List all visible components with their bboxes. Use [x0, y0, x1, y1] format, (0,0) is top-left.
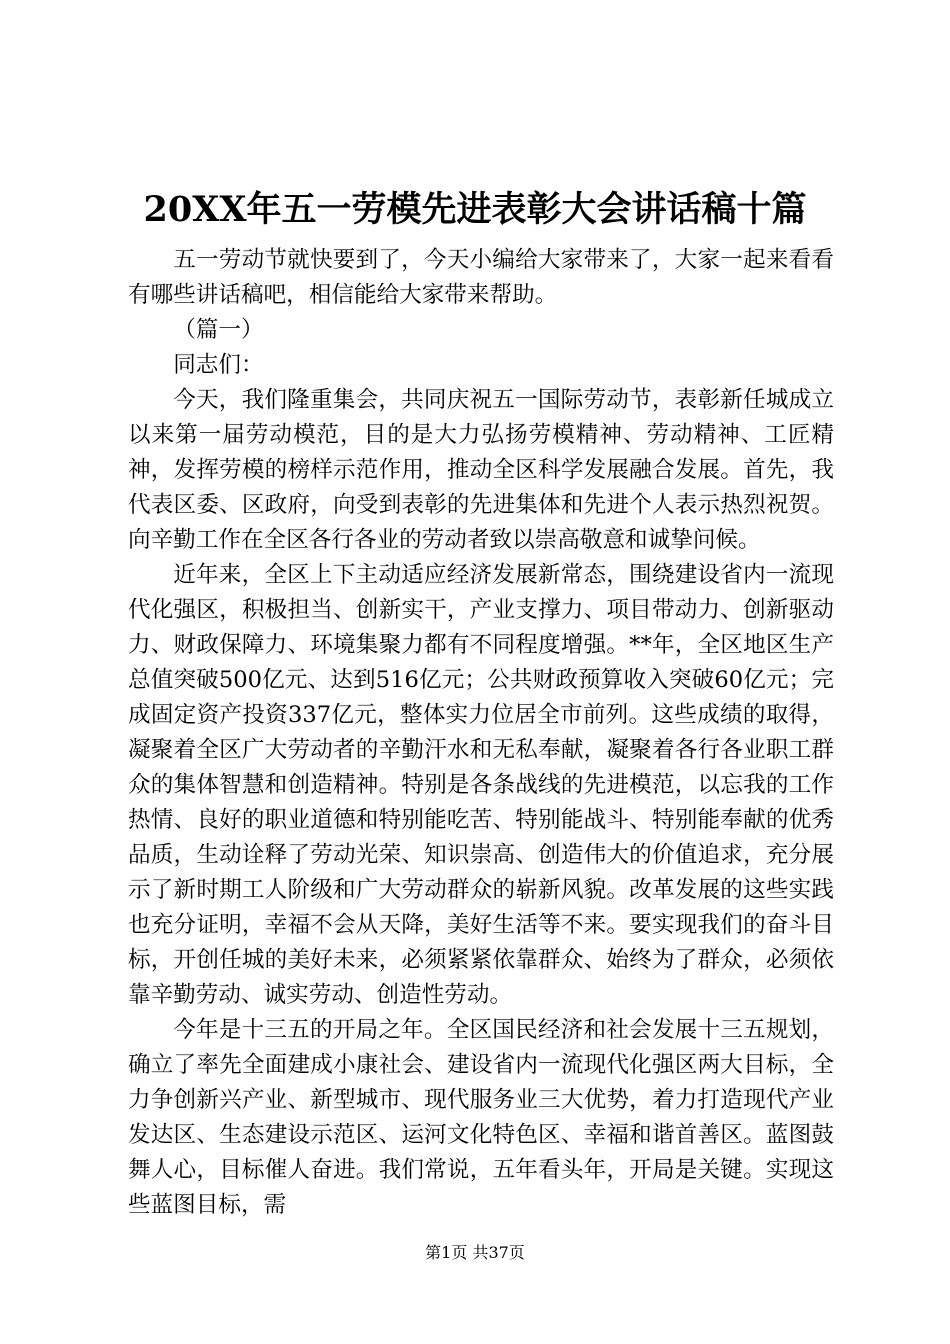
paragraph-body-3: 今年是十三五的开局之年。全区国民经济和社会发展十三五规划，确立了率先全面建成小康社会、建设省内一流现代化强区两大目标，全力争创新兴产业、新型城市、现代服务业三大优势，着力打造现代产业发达区、生态建设示范区、运河文化特色区、幸福和谐首善区。蓝图鼓舞人心，目标催人奋进。我们常说，五年看头年，开局是关键。实现这些蓝图目标，需 — [128, 1017, 834, 1218]
paragraph-body-1: 今天，我们隆重集会，共同庆祝五一国际劳动节，表彰新任城成立以来第一届劳动模范，目的是大力弘扬劳模精神、劳动精神、工匠精神，发挥劳模的榜样示范作用，推动全区科学发展融合发展。首先，我代表区委、区政府，向受到表彰的先进集体和先进个人表示热烈祝贺。向辛勤工作在全区各行各业的劳动者致以崇高敬意和诚挚问候。 — [128, 387, 834, 553]
page-footer: 第1页 共37页 — [425, 1243, 525, 1262]
document-body — [128, 243, 834, 1223]
document-title: 20XX年五一劳模先进表彰大会讲话稿十篇 — [143, 189, 807, 230]
paragraph-intro: 五一劳动节就快要到了，今天小编给大家带来了，大家一起来看看有哪些讲话稿吧，相信能给大家带来帮助。 — [128, 247, 834, 308]
paragraph-salutation: 同志们： — [173, 352, 264, 378]
paragraph-body-2: 近年来，全区上下主动适应经济发展新常态，围绕建设省内一流现代化强区，积极担当、创新实干，产业支撑力、项目带动力、创新驱动力、财政保障力、环境集聚力都有不同程度增强。**年，全区地区生产总值突破500亿元、达到516亿元；公共财政预算收入突破60亿元；完成固定资产投资337亿元，整体实力位居全市前列。这些成绩的取得，凝聚着全区广大劳动者的辛勤汗水和无私奉献，凝聚着各行各业职工群众的集体智慧和创造精神。特别是各条战线的先进模范，以忘我的工作热情、良好的职业道德和特别能吃苦、特别能战斗、特别能奉献的优秀品质，生动诠释了劳动光荣、知识崇高、创造伟大的价值追求，充分展示了新时期工人阶级和广大劳动群众的崭新风貌。改革发展的这些实践也充分证明，幸福不会从天降，美好生活等不来。要实现我们的奋斗目标，开创任城的美好未来，必须紧紧依靠群众、始终为了群众，必须依靠辛勤劳动、诚实劳动、创造性劳动。 — [128, 562, 834, 1008]
paragraph-section-heading: （篇一） — [173, 317, 264, 343]
